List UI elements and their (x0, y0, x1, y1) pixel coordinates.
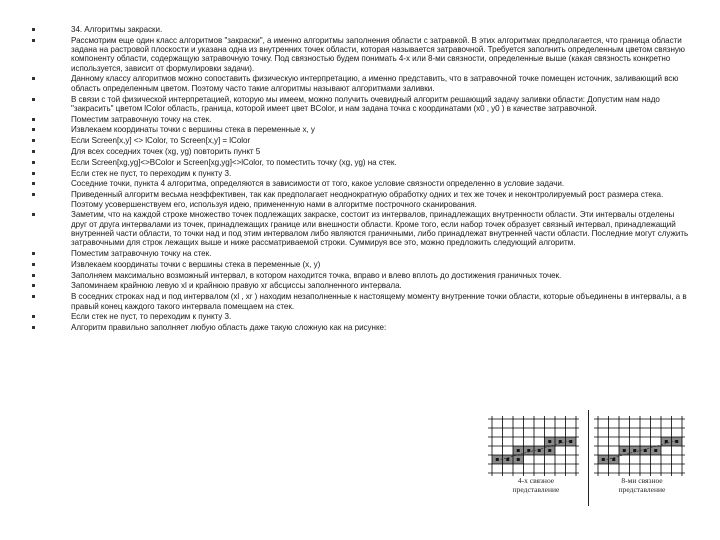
item-text: Поместим затравочную точку на стек. (71, 114, 212, 124)
list-item (30, 95, 690, 114)
list-item (30, 281, 690, 290)
bullet-icon (32, 139, 35, 142)
list-item (30, 210, 690, 247)
connectivity-figure (486, 408, 700, 508)
list-item (30, 115, 690, 124)
item-text: Поместим затравочную точку на стек. (71, 249, 212, 259)
bullet-icon (32, 98, 35, 101)
figure-divider (588, 410, 589, 506)
caption-line: представление (512, 485, 560, 494)
four-connected-grid-icon (488, 416, 582, 476)
eight-connected-grid-icon (594, 416, 688, 476)
list-item (30, 25, 690, 34)
list-item (30, 125, 690, 134)
bullet-icon (32, 28, 35, 31)
item-text: Алгоритм правильно заполняет любую область даже такую сложную как на рисунке: (71, 323, 387, 333)
item-text: Рассмотрим еще один класс алгоритмов "закраски", а именно алгоритмы заполнения области с затравкой. В этих алгоритмах предполагается, что граница области задана на растровой плоскости и указана одна из внутренних точек области, которая называется затравочной. Требуется заполнить определенным цветом связную компоненту области, содержащую затравочную точку. Под связностью будем понимать 4-х или 8-ми связности, определенные выше (какая связность конкретно используется, зависит от формулировки задачи). (71, 35, 685, 73)
item-text: Приведенный алгоритм весьма неэффективен, так как предполагает неоднократную обработку одних и тех же точек и неконтролируемый рост размера стека. Поэтому усовершенствуем его, используя идею, примененную нами в алгоритме построчного сканирования. (71, 190, 664, 209)
bullet-icon (32, 150, 35, 153)
bullet-icon (32, 315, 35, 318)
bullet-icon (32, 77, 35, 80)
caption-line: 8-ми связное (621, 476, 663, 485)
list-item (30, 136, 690, 145)
bullet-icon (32, 326, 35, 329)
eight-connected-caption (592, 476, 692, 494)
item-text: Запоминаем крайнюю левую xl и крайнюю правую xr абсциссы заполненного интервала. (71, 281, 402, 291)
bullet-list (30, 25, 690, 334)
item-text: Извлекаем координаты точки с вершины стека в переменные (x, y) (71, 259, 321, 269)
bullet-icon (32, 274, 35, 277)
list-item (30, 179, 690, 188)
four-connected-panel (486, 408, 586, 508)
item-text: 34. Алгоритмы закраски. (71, 25, 163, 34)
list-item (30, 312, 690, 321)
list-item (30, 292, 690, 311)
list-item (30, 169, 690, 178)
item-text: Если стек не пуст, то переходим к пункту 3. (71, 168, 232, 178)
list-item (30, 74, 690, 93)
bullet-icon (32, 172, 35, 175)
bullet-icon (32, 284, 35, 287)
bullet-icon (32, 295, 35, 298)
bullet-icon (32, 161, 35, 164)
list-item (30, 271, 690, 280)
list-item (30, 147, 690, 156)
item-text: В соседних строках над и под интервалом (xl , xr ) находим незаполненные к настоящему моменту внутренние точки области, которые объединены в интервалы, а в правый конец каждого такого интервала помещаем на стек. (71, 292, 687, 311)
bullet-icon (32, 252, 35, 255)
bullet-icon (32, 263, 35, 266)
list-item (30, 36, 690, 73)
bullet-icon (32, 193, 35, 196)
item-text: В связи с той физической интерпретацией, которую мы имеем, можно получить очевидный алгоритм решающий задачу заливки области: Допустим нам надо "закрасить" цветом lColor область, граница, которой имеет цвет BColor, и нам задана точка с координатами (x0 , y0 ) в качестве затравочной. (71, 94, 660, 113)
caption-line: 4-х связное (517, 476, 555, 485)
bullet-icon (32, 39, 35, 42)
list-item (30, 158, 690, 167)
list-item (30, 249, 690, 258)
item-text: Для всех соседних точек (xg, yg) повторить пункт 5 (71, 147, 261, 157)
eight-connected-panel (592, 408, 692, 508)
bullet-icon (32, 128, 35, 131)
item-text: Данному классу алгоритмов можно сопоставить физическую интерпретацию, а именно представить, что в затравочной точке помещен источник, заливающий всю область определенным цветом. Поэтому часто такие алгоритмы называют алгоритмами заливки. (71, 74, 679, 93)
item-text: Извлекаем координаты точки с вершины стека в переменные x, y (71, 125, 315, 135)
item-text: Если Screen[xg,yg]<>BColor и Screen[xg,yg]<>lColor, то поместить точку (xg, yg) на стек. (71, 157, 397, 167)
list-item (30, 323, 690, 332)
item-text: Соседние точки, пункта 4 алгоритма, определяются в зависимости от того, какое условие связности определенно в условие задачи. (71, 179, 565, 189)
item-text: Если стек не пуст, то переходим к пункту 3. (71, 312, 232, 322)
item-text: Заполняем максимально возможный интервал, в котором находится точка, вправо и влево вплоть до достижения граничных точек. (71, 270, 562, 280)
item-text: Если Screen[x,y] <> lColor, то Screen[x,y] = lColor (71, 136, 251, 146)
caption-line: представление (618, 485, 666, 494)
list-item (30, 190, 690, 209)
four-connected-caption (486, 476, 586, 494)
item-text: Заметим, что на каждой строке множество точек подлежащих закраске, состоит из интервалов, принадлежащих внутренности области. Эти интервалы отделены друг от друга интервалами из точек, принадлежащих границе или внешности области. Кроме того, если набор точек образует связный интервал, принадлежащий внутренней части области, то точки над и под этим интервалом либо являются граничными, либо принадлежат внутренней части области. Последние могут служить затравочными для строк лежащих выше и ниже рассматриваемой строки. Суммируя все это, можно предложить следующий алгоритм. (71, 210, 689, 248)
bullet-icon (32, 118, 35, 121)
bullet-icon (32, 213, 35, 216)
bullet-icon (32, 182, 35, 185)
list-item (30, 260, 690, 269)
